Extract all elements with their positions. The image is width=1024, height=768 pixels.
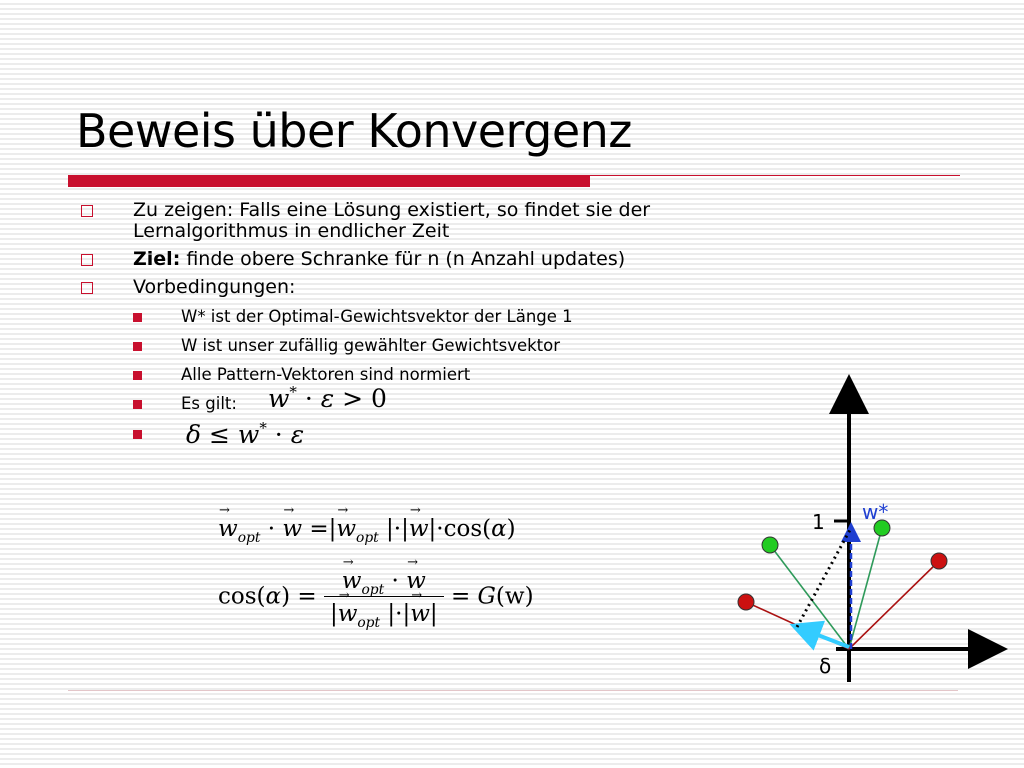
subbullet-w: W ist unser zufällig gewählter Gewichtsvektor: [181, 336, 561, 355]
w-vector: [797, 627, 849, 647]
bullet-vorbedingungen: Vorbedingungen:: [133, 276, 296, 298]
red-pattern-point: [738, 594, 754, 610]
bullet-zu-zeigen: Zu zeigen: Falls eine Lösung existiert, so findet sie der Lernalgorithmus in endlicher Zeit: [133, 199, 651, 242]
fraction-numerator: → $w_{opt}$ · → w: [324, 568, 444, 597]
formula-condition-1: w* · ε > 0: [268, 383, 387, 413]
slide-title: Beweis über Konvergenz: [76, 104, 632, 158]
bullet-ziel-bold: Ziel:: [133, 248, 181, 270]
label-w-star: w*: [862, 500, 889, 524]
bullet-ziel-text: finde obere Schranke für n (n Anzahl updates): [180, 248, 626, 270]
label-delta: δ: [819, 654, 832, 678]
green-pattern-point: [762, 537, 778, 553]
fraction-denominator: |→ $w_{opt}$ |·|→ w|: [324, 597, 444, 627]
green-pattern-line: [849, 528, 882, 649]
subbullet-es-gilt: Es gilt:: [181, 394, 237, 413]
formula-dot-product: → $w_{opt}$ · → w =|→ $w_{opt}$ |·|→ w|·cos(α): [218, 516, 516, 542]
label-one: 1: [812, 510, 825, 534]
formula-condition-2: δ ≤ w* · ε: [186, 419, 305, 449]
footer-divider: [68, 690, 958, 691]
projection-dotted-line: [797, 528, 851, 627]
subbullet-pattern: Alle Pattern-Vektoren sind normiert: [181, 365, 471, 384]
subbullet-wstar: W* ist der Optimal-Gewichtsvektor der Länge 1: [181, 307, 573, 326]
red-pattern-point: [931, 553, 947, 569]
red-pattern-line: [849, 561, 939, 649]
formula-cos-definition: cos(α) = → $\frac{w_{opt} \cdot \to w}{|\to w_{opt} |\cdot|\to w|}$ = G(w): [218, 568, 534, 627]
